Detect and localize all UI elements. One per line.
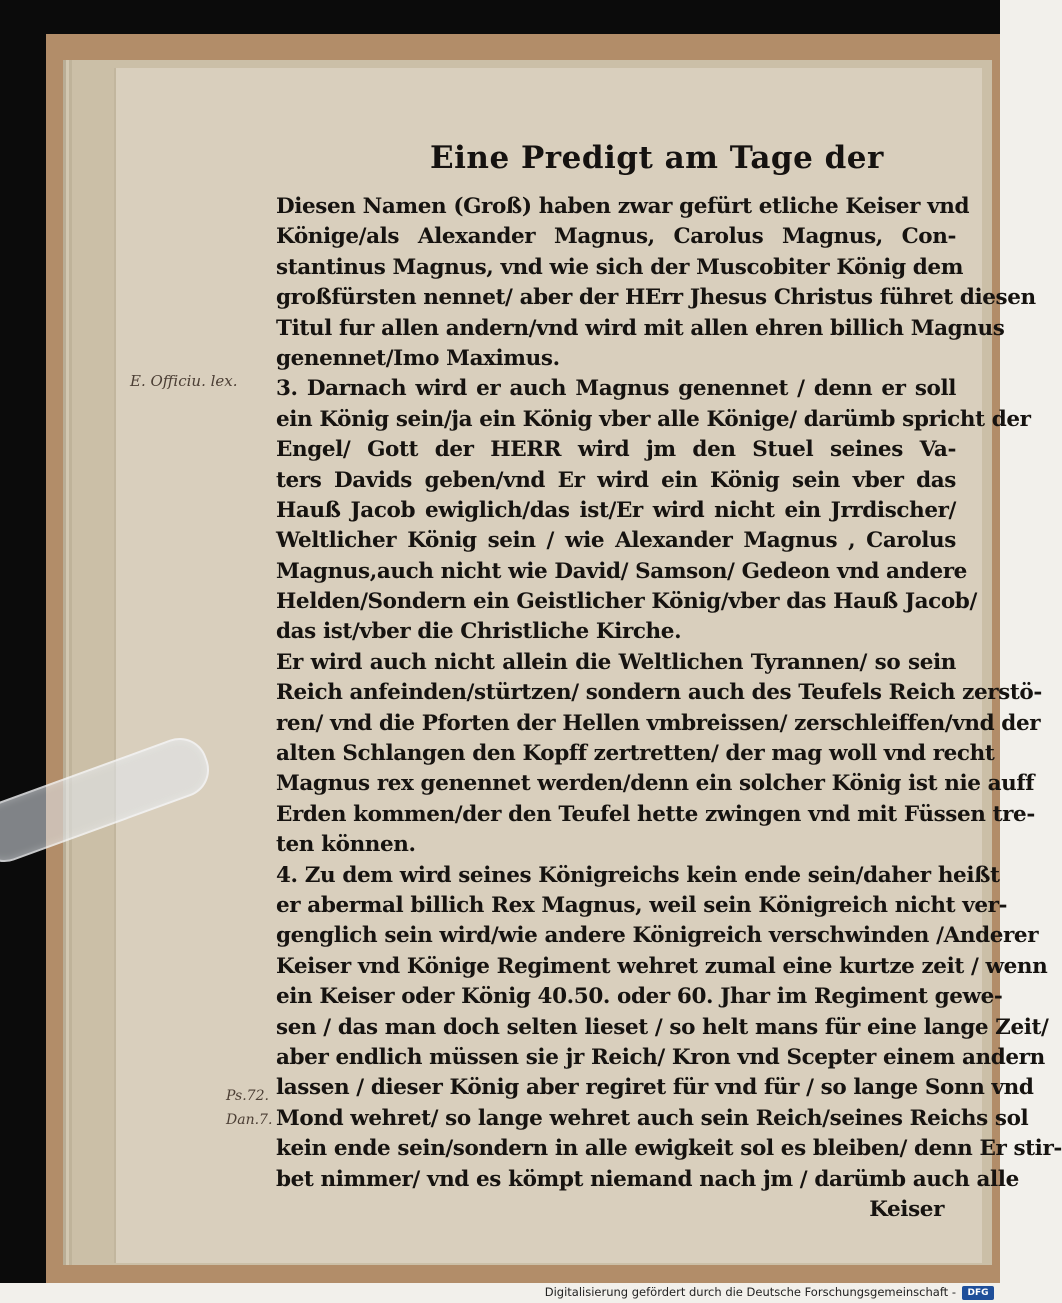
running-head: Eine Predigt am Tage der <box>430 140 884 176</box>
text-line: er abermal billich Rex Magnus, weil sein Königreich nicht ver- <box>276 892 1008 918</box>
text-line: ein Keiser oder König 40.50. oder 60. Jhar im Regiment gewe- <box>276 984 1003 1010</box>
text-line: Hauß Jacob ewiglich/das ist/Er wird nicht ein Jrrdischer/ <box>276 497 956 523</box>
footer-bar <box>0 1283 1000 1303</box>
text-line: ten können. <box>276 832 416 858</box>
text-line: Weltlicher König sein / wie Alexander Magnus , Carolus <box>276 528 956 554</box>
margin-note: Ps.72. <box>226 1088 269 1104</box>
text-line: Engel/ Gott der HERR wird jm den Stuel seines Va- <box>276 437 956 463</box>
margin-note: E. Officiu. lex. <box>130 372 238 390</box>
text-line: ters Davids geben/vnd Er wird ein König sein vber das <box>276 467 956 493</box>
text-line: Magnus rex genennet werden/denn ein solcher König ist nie auff <box>276 771 1035 797</box>
text-line: lassen / dieser König aber regiret für vnd für / so lange Sonn vnd <box>276 1075 1034 1101</box>
margin-note: Dan.7. <box>226 1112 273 1128</box>
text-line: Könige/als Alexander Magnus, Carolus Magnus, Con- <box>276 224 956 250</box>
text-line: Erden kommen/der den Teufel hette zwingen vnd mit Füssen tre- <box>276 801 1035 827</box>
text-line: aber endlich müssen sie jr Reich/ Kron vnd Scepter einem andern <box>276 1044 1045 1070</box>
text-line: Er wird auch nicht allein die Weltlichen Tyrannen/ so sein <box>276 649 956 675</box>
text-line: alten Schlangen den Kopff zertretten/ der mag woll vnd recht <box>276 741 995 767</box>
text-line: das ist/vber die Christliche Kirche. <box>276 619 682 645</box>
text-line: Helden/Sondern ein Geistlicher König/vber das Hauß Jacob/ <box>276 589 977 615</box>
text-line: Titul fur allen andern/vnd wird mit allen ehren billich Magnus <box>276 315 1005 341</box>
text-line: ein König sein/ja ein König vber alle Könige/ darümb spricht der <box>276 406 1031 432</box>
text-line: Keiser vnd Könige Regiment wehret zumal eine kurtze zeit / wenn <box>276 953 1048 979</box>
funding-credit: Digitalisierung gefördert durch die Deutsche Forschungsgemeinschaft - <box>544 1285 956 1299</box>
text-line: kein ende sein/sondern in alle ewigkeit sol es bleiben/ denn Er stir- <box>276 1136 1062 1162</box>
text-line: sen / das man doch selten lieset / so helt mans für eine lange Zeit/ <box>276 1014 1049 1040</box>
text-line: ren/ vnd die Pforten der Hellen vmbreissen/ zerschleiffen/vnd der <box>276 710 1041 736</box>
dfg-logo: DFG <box>962 1286 994 1300</box>
text-line: stantinus Magnus, vnd wie sich der Muscobiter König dem <box>276 254 964 280</box>
text-line: großfürsten nennet/ aber der HErr Jhesus Christus führet diesen <box>276 285 1036 311</box>
text-line: Diesen Namen (Groß) haben zwar gefürt etliche Keiser vnd <box>276 194 970 219</box>
catchword: Keiser <box>869 1196 944 1222</box>
text-line: genennet/Imo Maximus. <box>276 345 560 371</box>
text-line: 4. Zu dem wird seines Königreichs kein ende sein/daher heißt <box>276 862 1000 888</box>
text-line: Magnus,auch nicht wie David/ Samson/ Gedeon vnd andere <box>276 558 967 584</box>
body-text <box>276 192 1062 1225</box>
text-line: Reich anfeinden/stürtzen/ sondern auch des Teufels Reich zerstö- <box>276 680 1042 706</box>
text-line: Mond wehret/ so lange wehret auch sein Reich/seines Reichs sol <box>276 1105 1029 1131</box>
text-line: 3. Darnach wird er auch Magnus genennet / denn er soll <box>276 376 956 402</box>
text-line: genglich sein wird/wie andere Königreich verschwinden /Anderer <box>276 923 1039 949</box>
text-line: bet nimmer/ vnd es kömpt niemand nach jm / darümb auch alle <box>276 1166 1019 1192</box>
